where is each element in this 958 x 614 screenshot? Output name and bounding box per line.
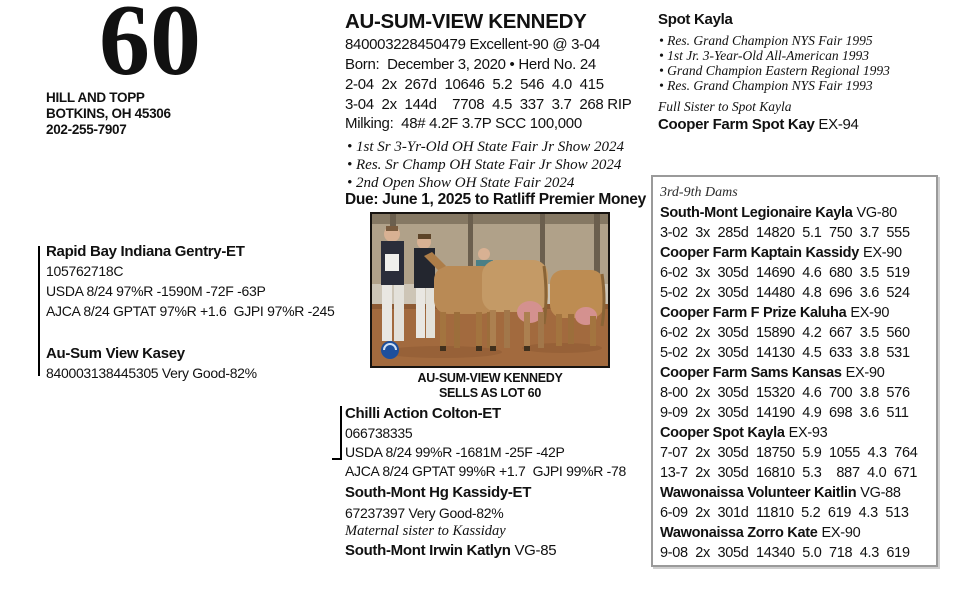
bullet-glyph: •: [347, 175, 353, 191]
maternal-line-name: Spot Kayla: [658, 11, 733, 28]
bullet-glyph: •: [659, 78, 664, 93]
honor-item: [659, 33, 873, 48]
animal-name-title: AU-SUM-VIEW KENNEDY: [345, 10, 587, 33]
dam-score: EX-90: [862, 245, 902, 261]
dam-sire-usda-proof: USDA 8/24 99%R -1681M -25F -42P: [345, 444, 565, 460]
due-date-line: Due: June 1, 2025 to Ratliff Premier Money: [345, 191, 646, 208]
sire-name: Rapid Bay Indiana Gentry-ET: [46, 243, 245, 260]
dam-record: 5-02 2x 305d 14130 4.5 633 3.8 531: [660, 345, 910, 361]
dam-record: 9-09 2x 305d 14190 4.9 698 3.6 511: [660, 405, 909, 421]
animal-photo: [370, 212, 610, 368]
maternal-sister-note: Maternal sister to Kassiday: [345, 523, 506, 539]
dam-entry-name: [660, 303, 932, 323]
full-sister-name: Cooper Farm Spot Kay: [658, 116, 815, 133]
dam-name: Wawonaissa Volunteer Kaitlin: [660, 485, 857, 501]
dam-name: Cooper Farm Kaptain Kassidy: [660, 245, 859, 261]
show-win-text: Res. Sr Champ OH State Fair Jr Show 2024: [356, 157, 622, 173]
pedigree-bracket-line: [38, 246, 40, 376]
show-ring-photo-illustration: [372, 214, 608, 366]
dam-entry-name: [660, 243, 932, 263]
bullet-glyph: •: [347, 157, 353, 173]
dam-record: 6-02 3x 305d 14690 4.6 680 3.5 519: [660, 265, 910, 281]
show-win-item: [347, 157, 621, 174]
maternal-sister-score: VG-85: [514, 542, 557, 559]
dam-record: 3-02 3x 285d 14820 5.1 750 3.7 555: [660, 225, 910, 241]
dam-score: EX-90: [850, 305, 890, 321]
dam-name: South-Mont Legionaire Kayla: [660, 205, 853, 221]
dam-score: EX-90: [821, 525, 861, 541]
consignor-address: BOTKINS, OH 45306: [46, 106, 171, 121]
honor-item: [659, 63, 890, 78]
dams-box-title: 3rd-9th Dams: [660, 185, 738, 200]
sire-ajca-proof: AJCA 8/24 GPTAT 97%R +1.6 GJPI 97%R -245: [46, 303, 335, 319]
full-sister-note: Full Sister to Spot Kayla: [658, 99, 792, 114]
bullet-glyph: •: [347, 139, 353, 155]
dam-entry-name: [660, 523, 932, 543]
honor-text: Grand Champion Eastern Regional 1993: [667, 63, 890, 78]
dam-name: Au-Sum View Kasey: [46, 345, 185, 362]
honor-text: Res. Grand Champion NYS Fair 1995: [667, 33, 873, 48]
dam-name: Wawonaissa Zorro Kate: [660, 525, 818, 541]
dam-record: 6-02 2x 305d 15890 4.2 667 3.5 560: [660, 325, 910, 341]
bullet-glyph: •: [659, 48, 664, 63]
dam-record: 5-02 2x 305d 14480 4.8 696 3.6 524: [660, 285, 910, 301]
dam-score: VG-88: [860, 485, 901, 501]
bullet-glyph: •: [659, 63, 664, 78]
honor-text: Res. Grand Champion NYS Fair 1993: [667, 78, 873, 93]
photo-caption-lot: SELLS AS LOT 60: [438, 386, 541, 400]
dam-dam-registration: 67237397 Very Good-82%: [345, 505, 504, 521]
lot-number: 60: [99, 0, 201, 97]
consignor-phone: 202-255-7907: [46, 122, 127, 137]
dam-name: Cooper Spot Kayla: [660, 425, 785, 441]
consignor-block: [46, 90, 171, 138]
consignor-name: HILL AND TOPP: [46, 90, 145, 105]
show-win-text: 1st Sr 3-Yr-Old OH State Fair Jr Show 2024: [356, 139, 625, 155]
milking-line: Milking: 48# 4.2F 3.7P SCC 100,000: [345, 115, 582, 132]
dam-entry-name: [660, 203, 932, 223]
animal-born-line: Born: December 3, 2020 • Herd No. 24: [345, 56, 596, 73]
maternal-sister-name: South-Mont Irwin Katlyn: [345, 542, 511, 559]
dam-record: 13-7 2x 305d 16810 5.3 887 4.0 671: [660, 465, 918, 481]
animal-registration: 840003228450479 Excellent-90 @ 3-04: [345, 36, 600, 53]
full-sister-score: EX-94: [818, 116, 859, 133]
dam-entry-name: [660, 363, 932, 383]
bullet-glyph: •: [659, 33, 664, 48]
full-sister-line: [658, 116, 859, 133]
lactation-record-1: 2-04 2x 267d 10646 5.2 546 4.0 415: [345, 76, 604, 93]
dam-score: EX-90: [845, 365, 885, 381]
dams-box-content: [653, 177, 936, 563]
honor-item: [659, 48, 869, 63]
sire-usda-proof: USDA 8/24 97%R -1590M -72F -63P: [46, 283, 266, 299]
honor-text: 1st Jr. 3-Year-Old All-American 1993: [667, 48, 869, 63]
dam-name: Cooper Farm Sams Kansas: [660, 365, 842, 381]
dams-box: [651, 175, 938, 567]
show-win-text: 2nd Open Show OH State Fair 2024: [356, 175, 575, 191]
dam-score: VG-80: [856, 205, 897, 221]
maternal-sister-line: [345, 542, 556, 559]
sire-registration: 105762718C: [46, 263, 124, 279]
lactation-record-2: 3-04 2x 144d 7708 4.5 337 3.7 268 RIP: [345, 96, 632, 113]
dam-sire-ajca-proof: AJCA 8/24 GPTAT 99%R +1.7 GJPI 99%R -78: [345, 463, 626, 479]
dam-entry-name: [660, 483, 932, 503]
show-win-item: [347, 139, 624, 156]
dam-entry-name: [660, 423, 932, 443]
dam-record: 6-09 2x 301d 11810 5.2 619 4.3 513: [660, 505, 909, 521]
dam-score: EX-93: [788, 425, 828, 441]
show-win-item: [347, 175, 574, 192]
photo-caption-name: AU-SUM-VIEW KENNEDY: [417, 371, 563, 385]
dam-record: 8-00 2x 305d 15320 4.6 700 3.8 576: [660, 385, 910, 401]
honor-item: [659, 78, 873, 93]
pedigree-bracket-line: [332, 406, 342, 460]
dam-record: 7-07 2x 305d 18750 5.9 1055 4.3 764: [660, 445, 918, 461]
dam-registration: 840003138445305 Very Good-82%: [46, 365, 257, 381]
dam-record: 9-08 2x 305d 14340 5.0 718 4.3 619: [660, 545, 910, 561]
dam-sire-name: Chilli Action Colton-ET: [345, 405, 501, 422]
dam-dam-name: South-Mont Hg Kassidy-ET: [345, 484, 532, 501]
dam-sire-registration: 066738335: [345, 425, 413, 441]
dam-name: Cooper Farm F Prize Kaluha: [660, 305, 847, 321]
